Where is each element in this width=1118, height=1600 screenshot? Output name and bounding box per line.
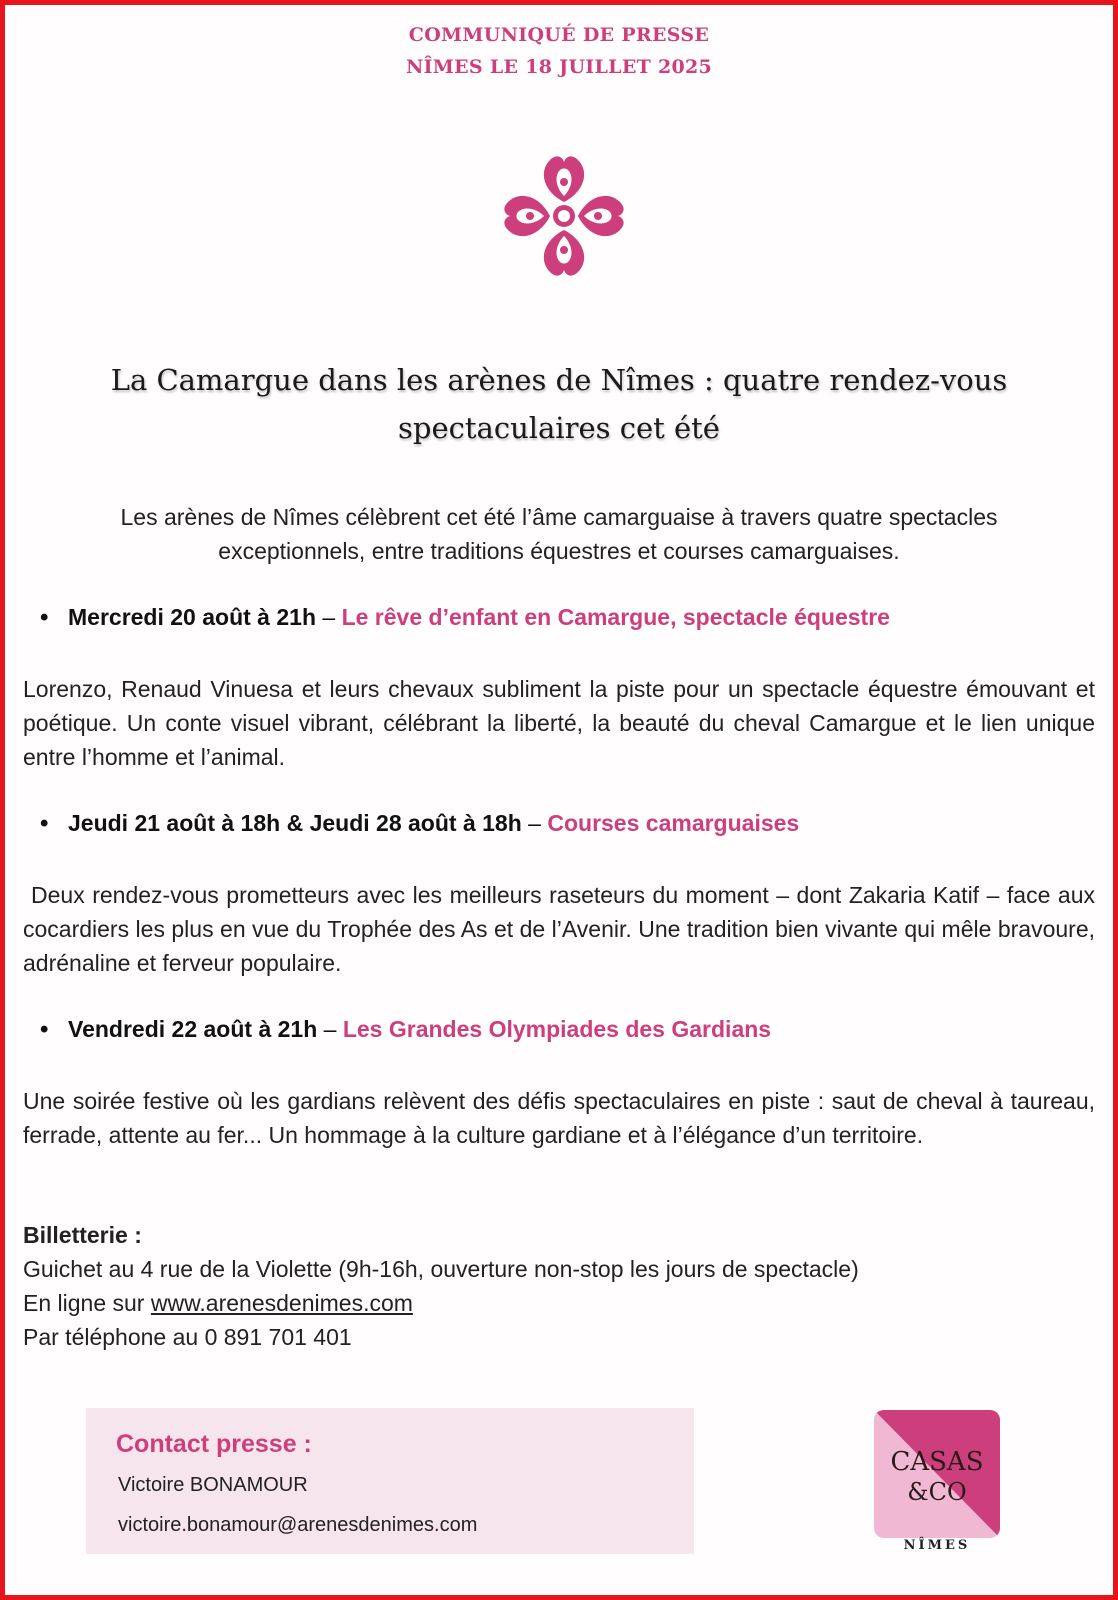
page-title: La Camargue dans les arènes de Nîmes : quatre rendez-vous spectaculaires cet été bbox=[110, 363, 1008, 445]
casas-logo-line2: &CO bbox=[907, 1478, 967, 1506]
event-name: Le rêve d’enfant en Camargue, spectacle équestre bbox=[341, 604, 890, 630]
bullet-icon: • bbox=[40, 810, 49, 837]
press-release-label: COMMUNIQUÉ DE PRESSE bbox=[408, 24, 710, 46]
ticketing-online: En ligne sur www.arenesdenimes.com bbox=[23, 1290, 413, 1316]
event-date: Jeudi 21 août à 18h & Jeudi 28 août à 18h bbox=[68, 810, 522, 836]
press-contact-email[interactable]: victoire.bonamour@arenesdenimes.com bbox=[118, 1514, 478, 1536]
event-description: Deux rendez-vous prometteurs avec les meilleurs raseteurs du moment – dont Zakaria Katif – face aux cocardiers les plus en vue du Trophée des As et de l’Avenir. Une tradition bien vivante qui mêle bravoure, adrénaline et ferveur populaire. bbox=[23, 882, 1095, 976]
event-heading: • Jeudi 21 août à 18h & Jeudi 28 août à 18h – Courses camarguaises bbox=[40, 810, 800, 837]
event-date: Vendredi 22 août à 21h bbox=[68, 1016, 318, 1042]
event-description: Lorenzo, Renaud Vinuesa et leurs chevaux subliment la piste pour un spectacle équestre émouvant et poétique. Un conte visuel vibrant, célébrant la liberté, la beauté du cheval Camargue et le lien unique entre l’homme et l’animal. bbox=[23, 676, 1095, 770]
flower-ornament-icon bbox=[498, 150, 630, 282]
press-contact-name: Victoire BONAMOUR bbox=[118, 1474, 308, 1496]
casas-logo-line1: CASAS bbox=[890, 1447, 984, 1477]
event-name: Courses camarguaises bbox=[547, 810, 800, 836]
event-heading: • Vendredi 22 août à 21h – Les Grandes Olympiades des Gardians bbox=[40, 1016, 772, 1043]
event-heading: • Mercredi 20 août à 21h – Le rêve d’enfant en Camargue, spectacle équestre bbox=[40, 604, 890, 631]
event-name: Les Grandes Olympiades des Gardians bbox=[342, 1016, 772, 1042]
brand-city: NÎMES bbox=[903, 1538, 971, 1553]
press-contact-box bbox=[86, 1408, 694, 1554]
ticketing-phone: Par téléphone au 0 891 701 401 bbox=[23, 1324, 352, 1350]
event-date: Mercredi 20 août à 21h bbox=[68, 604, 316, 630]
ticketing-heading: Billetterie : bbox=[23, 1222, 142, 1248]
intro-paragraph: Les arènes de Nîmes célèbrent cet été l’âme camarguaise à travers quatre spectacles exceptionnels, entre traditions équestres et courses camarguaises. bbox=[120, 504, 998, 564]
press-contact-heading: Contact presse : bbox=[116, 1430, 312, 1458]
website-link[interactable]: www.arenesdenimes.com bbox=[150, 1290, 413, 1316]
bullet-icon: • bbox=[40, 604, 49, 631]
event-description: Une soirée festive où les gardians relèvent des défis spectaculaires en piste : saut de cheval à taureau, ferrade, attente au fer... Un hommage à la culture gardiane et à l’élégance d’un territoire. bbox=[23, 1088, 1095, 1148]
press-release-date: NÎMES LE 18 JUILLET 2025 bbox=[405, 56, 713, 78]
ticketing-section bbox=[23, 1218, 1023, 1354]
bullet-icon: • bbox=[40, 1016, 49, 1043]
casas-co-logo bbox=[874, 1410, 1000, 1538]
ticketing-counter: Guichet au 4 rue de la Violette (9h-16h, ouverture non-stop les jours de spectacle) bbox=[23, 1256, 859, 1282]
